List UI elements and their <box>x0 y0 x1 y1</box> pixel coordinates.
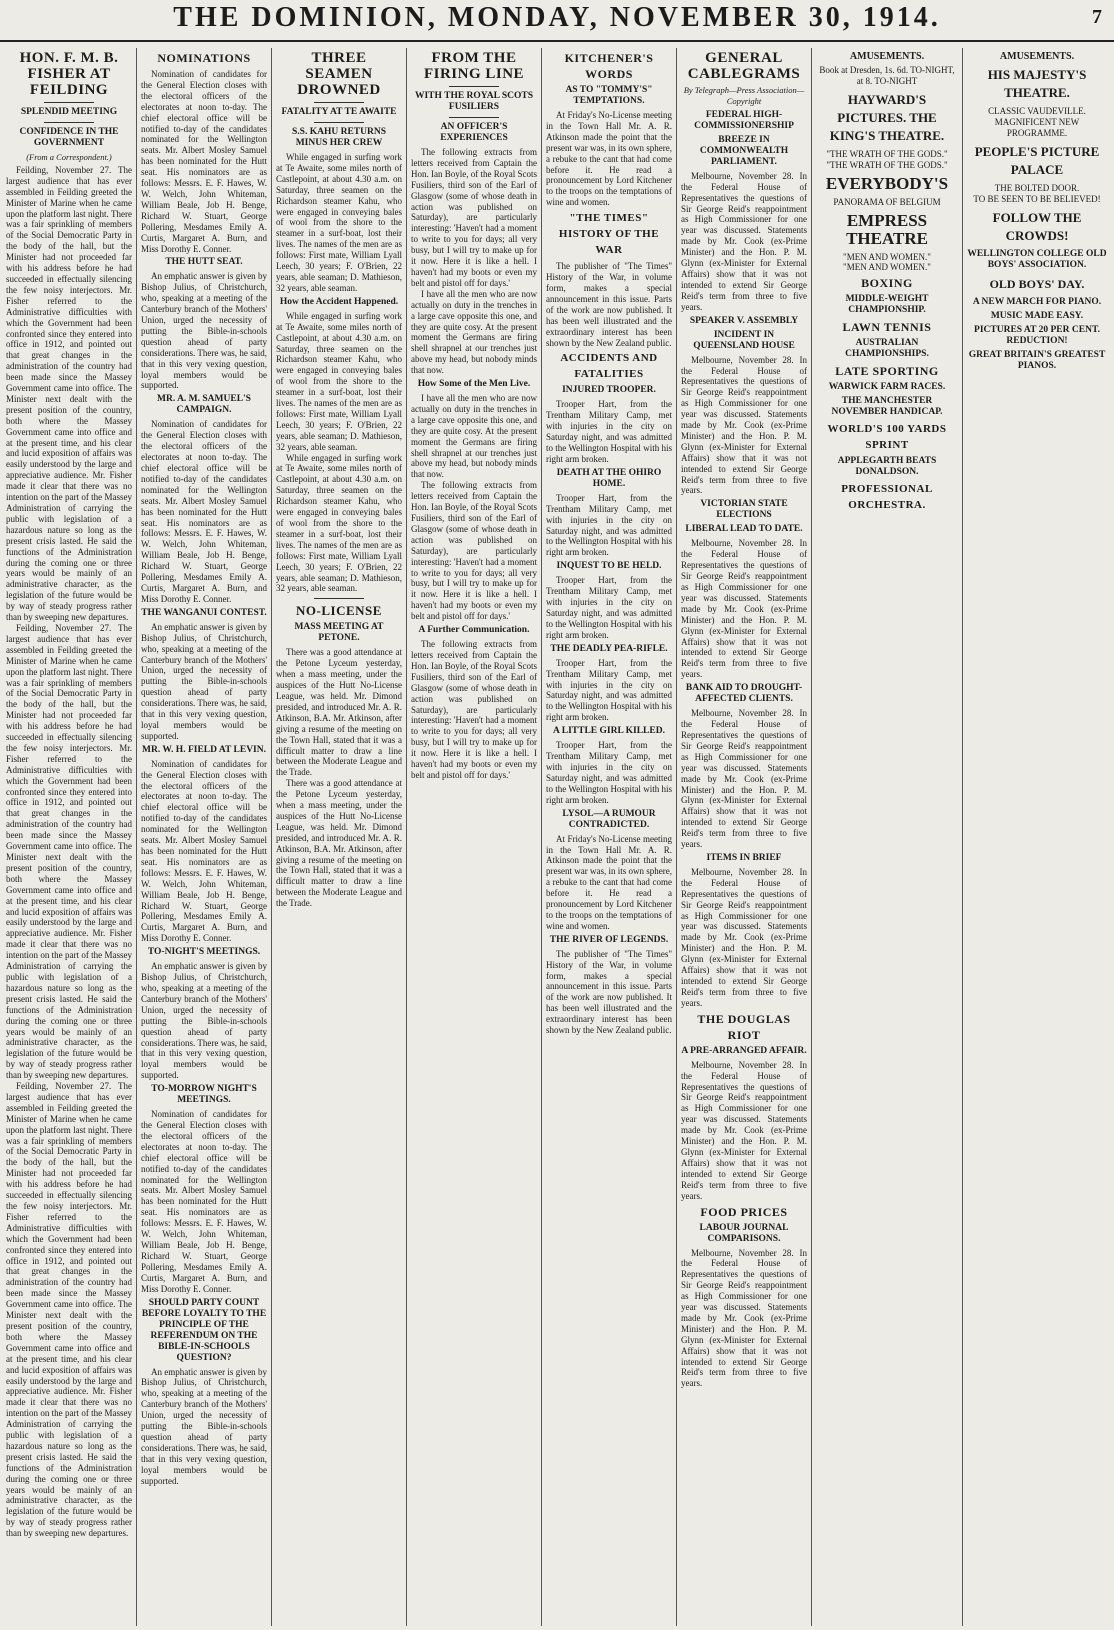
subhead-river: THE RIVER OF LEGENDS. <box>549 934 669 945</box>
subhead-inquest: INQUEST TO BE HELD. <box>556 561 662 572</box>
headline-late-sporting: LATE SPORTING <box>835 364 939 379</box>
article-body: While engaged in surfing work at Te Awaite, some miles north of Castlepoint, at about 4.30 a.m. on Saturday, three seamen on the Richardson steamer Kahu, who were engaged in conveying bales of wool from the shore to the steamer in a surf-boat, lost their lives. The names of the men are as follows: First mate, William Lyall Leech, 30 years; F. O'Brien, 22 years, able seaman; D. Mathieson, 32 years, able seaman. <box>276 152 402 293</box>
article-body: The publisher of "The Times" History of the War, in volume form, makes a special announcement in this issue. Parts of the work are now published. It has been well illustrated and the extraordinary interest has been shown by the New Zealand public. <box>546 261 672 348</box>
subhead-tomorrow: TO-MORROW NIGHT'S MEETINGS. <box>151 1084 257 1106</box>
subhead-manchester: THE MANCHESTER NOVEMBER HANDICAP. <box>831 396 943 418</box>
subhead-queensland: INCIDENT IN QUEENSLAND HOUSE <box>693 329 795 351</box>
subhead-applegarth: APPLEGARTH BEATS DONALDSON. <box>837 456 937 478</box>
deck-kahu: S.S. KAHU RETURNS MINUS HER CREW <box>292 127 386 148</box>
headline-tennis: LAWN TENNIS <box>842 320 932 335</box>
article-body: Trooper Hart, from the Trentham Military Camp, met with injuries in the city on Saturday night, and was admitted to the Wellington Hospital with his right arm broken. <box>546 399 672 464</box>
subhead-referendum: SHOULD PARTY COUNT BEFORE LOYALTY TO THE PRINCIPLE OF THE REFERENDUM ON THE BIBLE-IN-SCHOOLS QUESTION? <box>141 1297 267 1363</box>
ad-march: A NEW MARCH FOR PIANO. <box>972 296 1102 307</box>
headline-amusements: AMUSEMENTS. <box>849 51 925 62</box>
subhead-breeze: BREEZE IN COMMONWEALTH PARLIAMENT. <box>699 134 789 167</box>
subhead-field: MR. W. H. FIELD AT LEVIN. <box>142 744 266 755</box>
headline-orchestra: PROFESSIONAL ORCHESTRA. <box>841 483 933 512</box>
subhead-petone: MASS MEETING AT PETONE. <box>294 622 384 644</box>
column-amusements-right <box>966 48 1108 1626</box>
subhead-high-comm: FEDERAL HIGH-COMMISSIONERSHIP <box>694 109 794 131</box>
article-body-cont: Feilding, November 27. The largest audience that has ever assembled in Feilding greeted the Minister of Marine when he came upon the platform last night. There was a fair sprinkling of members of the Social Democratic Party in the body of the hall, but the Minister had not proceeded far with his address before he had succeeded in effectually silencing the few noisy interjectors. Mr. Fisher referred to the Administrative difficulties with which the Government had been confronted since they entered into office in 1912, and pointed out that great changes in the administration of the country had been made since the Massey Government came into office. The Minister next dealt with the present position of the country, both where the Massey Government came into office and at the present time, and his clear and lucid exposition of affairs was easily understood by the large and appreciative audience. Mr. Fisher made it clear that there was no intention on the part of the Massey Administration of carrying the public with legislation of a hazardous nature so long as the present crisis lasted. He said the functions of the Administration during the coming one or three years would be mainly of an administrative character, as the legislation of the future would be by way of steady progress rather than by sweeping new departures. <box>6 622 132 1081</box>
headline-firing-line: FROM THE FIRING LINE <box>423 50 525 82</box>
ad-text: "MEN AND WOMEN." <box>843 262 931 273</box>
subhead-fatality: FATALITY AT TE AWAITE <box>281 107 397 117</box>
article-body: Trooper Hart, from the Trentham Military Camp, met with injuries in the city on Saturday night, and was admitted to the Wellington Hospital with his right arm broken. <box>546 492 672 558</box>
column-cablegrams <box>681 48 807 1626</box>
article-body: Nomination of candidates for the General Election closes with the electoral officers of the electorates at noon to-day. The chief electoral office will be notified to-day of the candidates nominated for the Wellington seats. Mr. Albert Mosley Samuel has been nominated for the Hutt seat. His nominators are as follows: Messrs. E. F. Hawes, W. W. Welch, John Whiteman, William Beale, Job H. Benge, Richard W. Stuart, George Pollering, Mesdames Emily A. Curtis, Margaret A. Burn, and Miss Dorothy E. Conner. <box>141 419 267 604</box>
article-body: I have all the men who are now actually on duty in the trenches in a large cave opposite this one, and they are quite cosy. At the present moment the Germans are firing shell shrapnel at our trenches just above my head, but nobody minds that now. <box>411 288 537 376</box>
subhead-warwick: WARWICK FARM RACES. <box>828 382 946 393</box>
article-body: Trooper Hart, from the Trentham Military Camp, met with injuries in the city on Saturday night, and was admitted to the Wellington Hospital with his right arm broken. <box>546 740 672 805</box>
subhead-men-live: How Some of the Men Live. <box>417 379 531 390</box>
subhead-labour: LABOUR JOURNAL COMPARISONS. <box>699 1222 789 1244</box>
article-body: At Friday's No-License meeting in the Town Hall Mr. A. R. Atkinson made the point that the present war was, in its own sphere, a rebuke to the cant that had come before it. He read a pronouncement by Lord Kitchener to the troops on the temptations of wine and women. <box>546 833 672 931</box>
column-nominations <box>141 48 267 1626</box>
article-body: While engaged in surfing work at Te Awaite, some miles north of Castlepoint, at about 4.30 a.m. on Saturday, three seamen on the Richardson steamer Kahu, who were engaged in conveying bales of wool from the shore to the steamer in a surf-boat, lost their lives. The names of the men are as follows: First mate, William Lyall Leech, 30 years; F. O'Brien, 22 years, able seaman; D. Mathieson, 32 years, able seaman. <box>276 452 402 594</box>
subhead-samuel: MR. A. M. SAMUEL'S CAMPAIGN. <box>157 394 251 416</box>
subhead-victorian: VICTORIAN STATE ELECTIONS <box>700 499 788 521</box>
column-rule <box>676 48 677 1626</box>
divider <box>314 122 364 123</box>
ad-his-majestys: HIS MAJESTY'S THEATRE. <box>987 67 1087 100</box>
article-body: Melbourne, November 28. In the Federal House of Representatives the questions of Sir George Reid's reappointment as High Commissioner for one year was discussed. Statements made by Mr. Cook (ex-Prime Minister) and the Hon. P. M. Glynn (ex-Minister for External Affairs) show that it was not intended to extend Sir George Reid's term from three to five years. <box>681 1059 807 1201</box>
article-body: An emphatic answer is given by Bishop Julius, of Christchurch, who, speaking at a meeting of the Canterbury branch of the Mothers' Union, urged the necessity of putting the Bible-in-schools question ahead of party considerations. There was, he said, that in this very vexing question, loyal members would be supported. <box>141 1366 267 1486</box>
headline-douglas: THE DOUGLAS RIOT <box>697 1011 791 1042</box>
article-body: An emphatic answer is given by Bishop Julius, of Christchurch, who, speaking at a meeting of the Canterbury branch of the Mothers' Union, urged the necessity of putting the Bible-in-schools question ahead of party considerations. There was, he said, that in this very vexing question, loyal members would be supported. <box>141 961 267 1081</box>
divider <box>449 86 499 87</box>
subhead-ohiro: DEATH AT THE OHIRO HOME. <box>556 467 662 489</box>
divider <box>314 102 364 103</box>
ad-text: Book at Dresden, 1s. 6d. TO-NIGHT, at 8. TO-NIGHT <box>819 65 955 86</box>
article-body: Nomination of candidates for the General Election closes with the electoral officers of the electorates at noon to-day. The chief electoral office will be notified to-day of the candidates nominated for the Wellington seats. Mr. Albert Mosley Samuel has been nominated for the Hutt seat. His nominators are as follows: Messrs. E. F. Hawes, W. W. Welch, John Whiteman, William Beale, Job H. Benge, Richard W. Stuart, George Pollering, Mesdames Emily A. Curtis, Margaret A. Burn, and Miss Dorothy E. Conner. <box>141 758 267 944</box>
ad-pictures: PICTURES AT 20 PER CENT. REDUCTION! <box>974 324 1100 346</box>
article-body: There was a good attendance at the Petone Lyceum yesterday, when a mass meeting, under the auspices of the Hutt No-License League, was held. Mr. Dimond presided, and introduced Mr. A. R. Atkinson, B.A. Mr. Atkinson, after giving a resume of the meeting on the Town Hall, stated that it was a difficult matter to draw a line between the Moderate League and the Trade. <box>276 778 402 909</box>
article-body: An emphatic answer is given by Bishop Julius, of Christchurch, who, speaking at a meeting of the Canterbury branch of the Mothers' Union, urged the necessity of putting the Bible-in-schools question ahead of party considerations. There was, he said, that in this very vexing question, loyal members would be supported. <box>141 271 267 391</box>
article-body: Trooper Hart, from the Trentham Military Camp, met with injuries in the city on Saturday night, and was admitted to the Wellington Hospital with his right arm broken. <box>546 575 672 640</box>
ad-empress: EMPRESS THEATRE <box>846 210 928 248</box>
column-rule <box>962 48 963 1626</box>
subhead-trooper: INJURED TROOPER. <box>562 385 656 396</box>
column-rule <box>406 48 407 1626</box>
column-seamen <box>276 48 402 1626</box>
subhead-meeting: SPLENDID MEETING <box>20 107 118 117</box>
subhead-tommy: AS TO "TOMMY'S" TEMPTATIONS. <box>565 85 653 106</box>
article-body: Feilding, November 27. The largest audience that has ever assembled in Feilding greeted the Minister of Marine when he came upon the platform last night. There was a fair sprinkling of members of the Social Democratic Party in the body of the hall, but the Minister had not proceeded far with his address before he had succeeded in effectually silencing the few noisy interjectors. Mr. Fisher referred to the Administrative difficulties with which the Government had been confronted since they entered into office in 1912, and pointed out that great changes in the administration of the country had been made since the Massey Government came into office. The Minister next dealt with the present position of the country, both where the Massey Government came into office and at the present time, and his clear and lucid exposition of affairs was easily understood by the large and appreciative audience. Mr. Fisher made it clear that there was no intention on the part of the Massey Administration of carrying the public with legislation of a hazardous nature so long as the present crisis lasted. He said the functions of the Administration during the coming one or three years would be mainly of an administrative character, as the legislation of the future would be by way of steady progress rather than by sweeping new departures. <box>6 164 132 623</box>
byline: By Telegraph—Press Association—Copyright <box>683 85 805 106</box>
masthead <box>0 0 1114 42</box>
headline-food: FOOD PRICES <box>700 1204 788 1219</box>
subhead-hutt: THE HUTT SEAT. <box>165 257 243 268</box>
column-rule <box>136 48 137 1626</box>
subhead-pea-rifle: THE DEADLY PEA-RIFLE. <box>550 643 668 654</box>
deck-officer: AN OFFICER'S EXPERIENCES <box>440 122 508 143</box>
subhead-lysol: LYSOL—A RUMOUR CONTRADICTED. <box>562 808 656 830</box>
column-rule <box>541 48 542 1626</box>
headline-kitchener: KITCHENER'S WORDS <box>564 51 654 81</box>
headline-fisher: HON. F. M. B. FISHER AT FEILDING <box>19 50 119 98</box>
article-body: Nomination of candidates for the General Election closes with the electoral officers of the electorates at noon to-day. The chief electoral office will be notified to-day of the candidates nominated for the Wellington seats. Mr. Albert Mosley Samuel has been nominated for the Hutt seat. His nominators are as follows: Messrs. E. F. Hawes, W. W. Welch, John Whiteman, William Beale, Job H. Benge, Richard W. Stuart, George Pollering, Mesdames Emily A. Curtis, Margaret A. Burn, and Miss Dorothy E. Conner. <box>141 1109 267 1294</box>
article-body: I have all the men who are now actually on duty in the trenches in a large cave opposite this one, and they are quite cosy. At the present moment the Germans are firing shell shrapnel at our trenches just above my head, but nobody minds that now. <box>411 393 537 480</box>
subhead-fusiliers: WITH THE ROYAL SCOTS FUSILIERS <box>414 91 533 112</box>
ad-text: MAGNIFICENT NEW PROGRAMME. <box>994 116 1080 138</box>
subhead-girl: A LITTLE GIRL KILLED. <box>553 726 665 737</box>
column-fisher <box>6 48 132 1626</box>
article-body: Melbourne, November 28. In the Federal House of Representatives the questions of Sir George Reid's reappointment as High Commissioner for one year was discussed. Statements made by Mr. Cook (ex-Prime Minister) and the Hon. P. M. Glynn (ex-Minister for External Affairs) show that it was not intended to extend Sir George Reid's term from three to five years. <box>681 354 807 496</box>
column-rule <box>811 48 812 1626</box>
column-kitchener <box>546 48 672 1626</box>
article-body: The following extracts from letters received from Captain the Hon. Ian Boyle, of the Royal Scots Fusiliers, third son of the Earl of Glasgow (some of whose death in action was published on Saturday), are particularly interesting: 'Haven't had a moment to write to you for days; all very busy, but I will try to make up for it now. Here it is like a hell. I haven't had my boots or even my belt and pistol off for days.' <box>411 480 537 622</box>
subhead-further: A Further Communication. <box>418 625 530 636</box>
ad-text: "THE WRATH OF THE GODS." <box>826 159 948 170</box>
subhead-tonight: TO-NIGHT'S MEETINGS. <box>147 947 261 958</box>
subhead-australian: AUSTRALIAN CHAMPIONSHIPS. <box>845 338 929 360</box>
masthead-title: THE DOMINION, MONDAY, NOVEMBER 30, 1914. <box>173 2 941 33</box>
ad-everybodys: EVERYBODY'S <box>825 173 949 193</box>
subhead-items: ITEMS IN BRIEF <box>706 852 782 863</box>
ad-music: MUSIC MADE EASY. <box>990 310 1084 321</box>
article-body: Melbourne, November 28. In the Federal House of Representatives the questions of Sir George Reid's reappointment as High Commissioner for one year was discussed. Statements made by Mr. Cook (ex-Prime Minister) and the Hon. P. M. Glynn (ex-Minister for External Affairs) show that it was not intended to extend Sir George Reid's term from three to five years. <box>681 866 807 1008</box>
article-body: The following extracts from letters received from Captain the Hon. Ian Boyle, of the Royal Scots Fusiliers, third son of the Earl of Glasgow (some of whose death in action was published on Saturday), are particularly interesting: 'Haven't had a moment to write to you for days; all very busy, but I will try to make up for it now. Here it is like a hell. I haven't had my boots or even my belt and pistol off for days.' <box>411 639 537 780</box>
column-rule <box>271 48 272 1626</box>
headline-nominations: NOMINATIONS <box>157 51 251 65</box>
subhead-middleweight: MIDDLE-WEIGHT CHAMPIONSHIP. <box>845 294 929 316</box>
article-body: Melbourne, November 28. In the Federal House of Representatives the questions of Sir George Reid's reappointment as High Commissioner for one year was discussed. Statements made by Mr. Cook (ex-Prime Minister) and the Hon. P. M. Glynn (ex-Minister for External Affairs) show that it was not intended to extend Sir George Reid's term from three to five years. <box>681 170 807 312</box>
subhead-accident: How the Accident Happened. <box>279 296 399 307</box>
column-firing-line <box>411 48 537 1626</box>
ad-text: TO BE SEEN TO BE BELIEVED! <box>973 193 1101 204</box>
article-body: An emphatic answer is given by Bishop Julius, of Christchurch, who, speaking at a meeting of the Canterbury branch of the Mothers' Union, urged the necessity of putting the Bible-in-schools question ahead of party considerations. There was, he said, that in this very vexing question, loyal members would be supported. <box>141 621 267 741</box>
subhead-bank: BANK AID TO DROUGHT-AFFECTED CLIENTS. <box>685 683 803 705</box>
article-body: Melbourne, November 28. In the Federal House of Representatives the questions of Sir George Reid's reappointment as High Commissioner for one year was discussed. Statements made by Mr. Cook (ex-Prime Minister) and the Hon. P. M. Glynn (ex-Minister for External Affairs) show that it was not intended to extend Sir George Reid's term from three to five years. <box>681 538 807 680</box>
article-body: Trooper Hart, from the Trentham Military Camp, met with injuries in the city on Saturday night, and was admitted to the Wellington Hospital with his right arm broken. <box>546 657 672 723</box>
ad-text: "MEN AND WOMEN." <box>843 251 931 262</box>
article-body: Nomination of candidates for the General Election closes with the electoral officers of the electorates at noon to-day. The chief electoral office will be notified to-day of the candidates nominated for the Wellington seats. Mr. Albert Mosley Samuel has been nominated for the Hutt seat. His nominators are as follows: Messrs. E. F. Hawes, W. W. Welch, John Whiteman, William Beale, Job H. Benge, Richard W. Stuart, George Pollering, Mesdames Emily A. Curtis, Margaret A. Burn, and Miss Dorothy E. Conner. <box>141 69 267 254</box>
article-body: Melbourne, November 28. In the Federal House of Representatives the questions of Sir George Reid's reappointment as High Commissioner for one year was discussed. Statements made by Mr. Cook (ex-Prime Minister) and the Hon. P. M. Glynn (ex-Minister for External Affairs) show that it was not intended to extend Sir George Reid's term from three to five years. <box>681 708 807 850</box>
headline-accidents: ACCIDENTS AND FATALITIES <box>560 352 658 381</box>
article-body-cont2: Feilding, November 27. The largest audience that has ever assembled in Feilding greeted the Minister of Marine when he came upon the platform last night. There was a fair sprinkling of members of the Social Democratic Party in the body of the hall, but the Minister had not proceeded far with his address before he had succeeded in effectually silencing the few noisy interjectors. Mr. Fisher referred to the Administrative difficulties with which the Government had been confronted since they entered into office in 1912, and pointed out that great changes in the administration of the country had been made since the Massey Government came into office. The Minister next dealt with the present position of the country, both where the Massey Government came into office and at the present time, and his clear and lucid exposition of affairs was easily understood by the large and appreciative audience. Mr. Fisher made it clear that there was no intention on the part of the Massey Administration of carrying the public with legislation of a hazardous nature so long as the present crisis lasted. He said the functions of the Administration during the coming one or three years would be mainly of an administrative character, as the legislation of the future would be by way of steady progress rather than by sweeping new departures. <box>6 1081 132 1539</box>
ad-text: "THE WRATH OF THE GODS." <box>826 148 948 159</box>
headline-times: "THE TIMES" HISTORY OF THE WAR <box>558 212 660 257</box>
byline: (From a Correspondent.) <box>26 152 112 162</box>
subhead-prearranged: A PRE-ARRANGED AFFAIR. <box>681 1045 807 1056</box>
ad-haywards: HAYWARD'S PICTURES. THE KING'S THEATRE. <box>829 91 945 143</box>
divider <box>44 102 94 103</box>
headline-seamen: THREE SEAMEN DROWNED <box>297 50 381 98</box>
article-body: At Friday's No-License meeting in the Town Hall Mr. A. R. Atkinson made the point that the present war was, in its own sphere, a rebuke to the cant that had come before it. He read a pronouncement by Lord Kitchener to the troops on the temptations of wine and women. <box>546 110 672 208</box>
ad-old-boys: OLD BOYS' DAY. <box>989 276 1085 291</box>
headline-cablegrams: GENERAL CABLEGRAMS <box>687 50 801 82</box>
article-body: There was a good attendance at the Petone Lyceum yesterday, when a mass meeting, under the auspices of the Hutt No-License League, was held. Mr. Dimond presided, and introduced Mr. A. R. Atkinson, B.A. Mr. Atkinson, after giving a resume of the meeting on the Town Hall, stated that it was a difficult matter to draw a line between the Moderate League and the Trade. <box>276 647 402 778</box>
article-body: The publisher of "The Times" History of the War, in volume form, makes a special announcement in this issue. Parts of the work are now published. It has been well illustrated and the extraordinary interest has been shown by the New Zealand public. <box>546 948 672 1036</box>
deck-confidence: CONFIDENCE IN THE GOVERNMENT <box>19 127 119 148</box>
article-body: Melbourne, November 28. In the Federal House of Representatives the questions of Sir George Reid's reappointment as High Commissioner for one year was discussed. Statements made by Mr. Cook (ex-Prime Minister) and the Hon. P. M. Glynn (ex-Minister for External Affairs) show that it was not intended to extend Sir George Reid's term from three to five years. <box>681 1247 807 1389</box>
ad-text: THE BOLTED DOOR. <box>994 182 1080 193</box>
page-number: 7 <box>1092 6 1102 28</box>
ad-text: PANORAMA OF BELGIUM <box>833 196 941 207</box>
divider <box>314 598 364 599</box>
column-amusements-left <box>816 48 958 1626</box>
ad-crowds: FOLLOW THE CROWDS! <box>992 209 1082 243</box>
divider <box>44 122 94 123</box>
headline-boxing: BOXING <box>861 276 913 291</box>
headline-sprint: WORLD'S 100 YARDS SPRINT <box>827 423 947 452</box>
divider <box>449 117 499 118</box>
headline-amusements: AMUSEMENTS. <box>999 51 1075 62</box>
subhead-wanganui: THE WANGANUI CONTEST. <box>141 607 267 618</box>
subhead-speaker: SPEAKER V. ASSEMBLY <box>689 315 799 326</box>
ad-text: CLASSIC VAUDEVILLE. <box>988 106 1086 116</box>
subhead-liberal: LIBERAL LEAD TO DATE. <box>685 524 803 535</box>
ad-college: WELLINGTON COLLEGE OLD BOYS' ASSOCIATION. <box>967 248 1107 270</box>
article-body: The following extracts from letters received from Captain the Hon. Ian Boyle, of the Royal Scots Fusiliers, third son of the Earl of Glasgow (some of whose death in action was published on Saturday), are particularly interesting: 'Haven't had a moment to write to you for days; all very busy, but I will try to make up for it now. Here it is like a hell. I haven't had my boots or even my belt and pistol off for days.' <box>411 147 537 288</box>
article-body: While engaged in surfing work at Te Awaite, some miles north of Castlepoint, at about 4.30 a.m. on Saturday, three seamen on the Richardson steamer Kahu, who were engaged in conveying bales of wool from the shore to the steamer in a surf-boat, lost their lives. The names of the men are as follows: First mate, William Lyall Leech, 30 years; F. O'Brien, 22 years, able seaman; D. Mathieson, 32 years, able seaman. <box>276 310 402 452</box>
headline-nolicense: NO-LICENSE <box>296 603 382 619</box>
ad-pianos: GREAT BRITAIN'S GREATEST PIANOS. <box>968 349 1106 371</box>
ad-peoples: PEOPLE'S PICTURE PALACE <box>974 143 1100 177</box>
